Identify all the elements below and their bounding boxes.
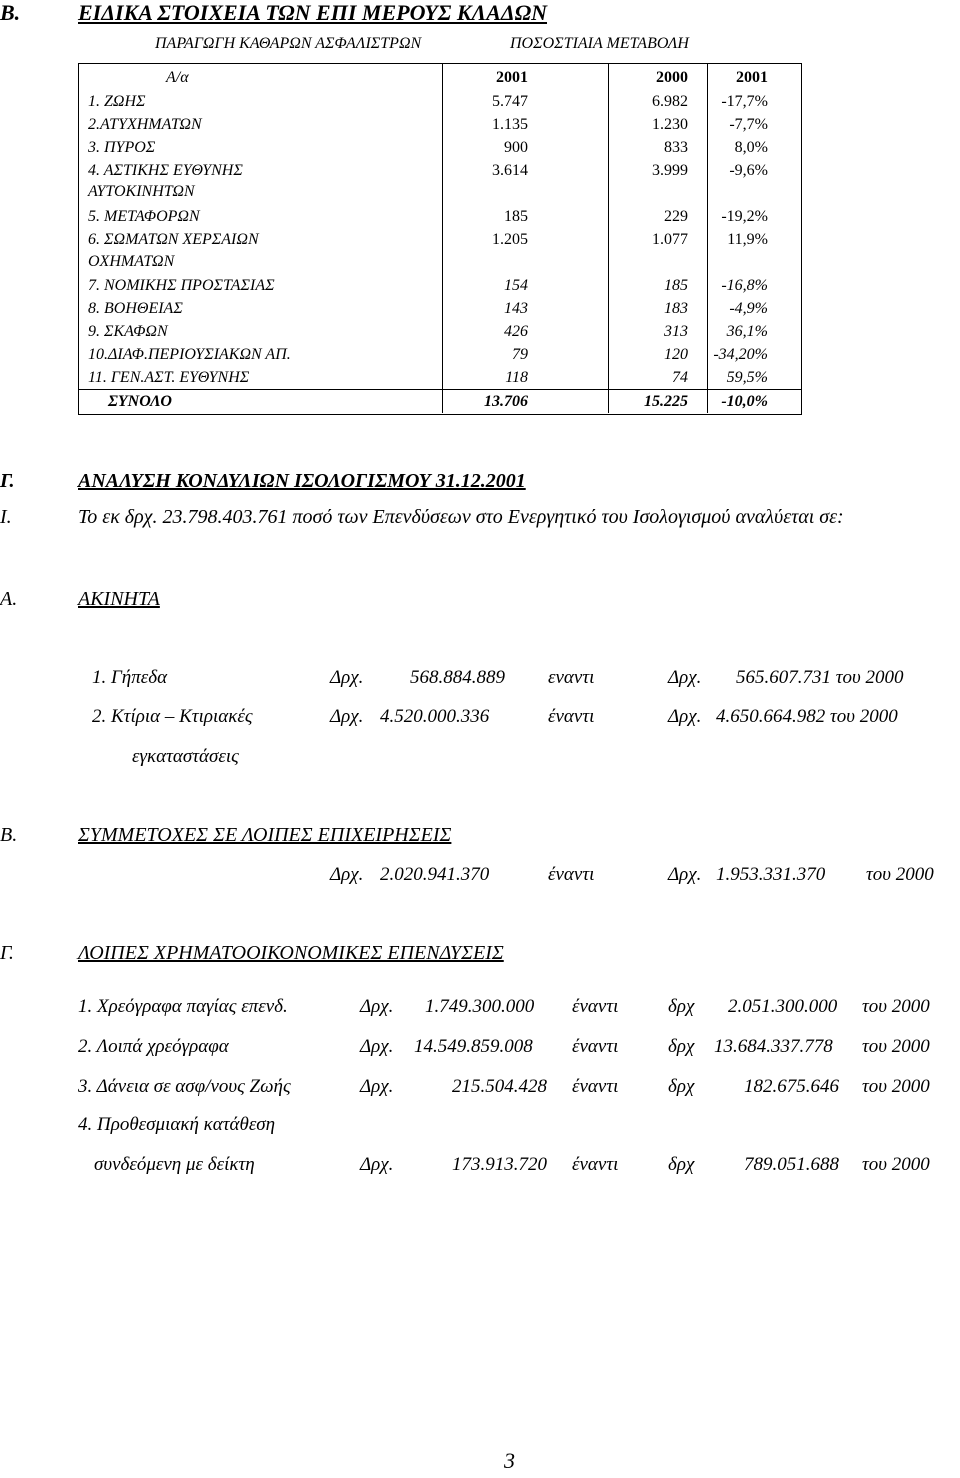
table-row-label: 9. ΣΚΑΦΩΝ: [88, 323, 168, 340]
table-cell-change: 59,5%: [726, 369, 768, 386]
list-item-label: 1. Χρεόγραφα παγίας επενδ.: [78, 996, 288, 1017]
table-cell-2000: 74: [672, 369, 688, 386]
section-v-letter: Β.: [0, 824, 18, 846]
list-item-currency-prev: δρχ: [668, 996, 695, 1017]
list-item-amount: 568.884.889: [410, 667, 505, 688]
list-item-amount-prev: 565.607.731 του 2000: [736, 667, 904, 688]
table-cell-change: -34,20%: [713, 346, 768, 363]
table-row-label: 10.ΔΙΑΦ.ΠΕΡΙΟΥΣΙΑΚΩΝ ΑΠ.: [88, 346, 291, 363]
table-cell-2001: 5.747: [492, 93, 528, 110]
list-item-label-cont: εγκαταστάσεις: [132, 746, 239, 767]
list-item-versus: έναντι: [572, 1076, 619, 1097]
list-item-amount-prev: 789.051.688: [744, 1154, 839, 1175]
list-item-currency-prev: Δρχ.: [668, 706, 702, 727]
table-total-label: ΣΥΝΟΛΟ: [108, 393, 172, 410]
list-item-label: 2. Λοιπά χρεόγραφα: [78, 1036, 229, 1057]
table-row-label: 5. ΜΕΤΑΦΟΡΩΝ: [88, 208, 200, 225]
premiums-header-left: ΠΑΡΑΓΩΓΗ ΚΑΘΑΡΩΝ ΑΣΦΑΛΙΣΤΡΩΝ: [155, 35, 422, 52]
list-item-currency: Δρχ.: [330, 667, 364, 688]
list-item-versus: έναντι: [572, 996, 619, 1017]
section-i-text: Το εκ δρχ. 23.798.403.761 ποσό των Επενδύσεων στο Ενεργητικό του Ισολογισμού αναλύεται σε:: [78, 506, 844, 528]
table-cell-2001: 900: [504, 139, 528, 156]
table-row-label: 3. ΠΥΡΟΣ: [88, 139, 156, 156]
line-versus: έναντι: [548, 864, 595, 885]
table-cell-change: 8,0%: [734, 139, 768, 156]
line-amount-prev: 1.953.331.370: [716, 864, 826, 885]
table-row-label: 4. ΑΣΤΙΚΗΣ ΕΥΘΥΝΗΣ: [88, 162, 243, 179]
list-item-amount: 173.913.720: [452, 1154, 547, 1175]
list-item-currency-prev: δρχ: [668, 1076, 695, 1097]
table-total-2000: 15.225: [644, 393, 688, 410]
table-cell-2000: 6.982: [652, 93, 688, 110]
list-item-amount-prev: 182.675.646: [744, 1076, 839, 1097]
list-item-versus: εναντι: [548, 667, 595, 688]
list-item-amount: 1.749.300.000: [425, 996, 535, 1017]
list-item-label: 4. Προθεσμιακή κατάθεση: [78, 1114, 276, 1135]
table-cell-2000: 185: [664, 277, 688, 294]
table-cell-2001: 1.135: [492, 116, 528, 133]
line-amount: 2.020.941.370: [380, 864, 490, 885]
list-item-year: του 2000: [862, 996, 930, 1017]
table-cell-2000: 3.999: [652, 162, 688, 179]
table-row-label-cont: ΟΧΗΜΑΤΩΝ: [88, 253, 175, 270]
table-cell-2001: 3.614: [492, 162, 528, 179]
list-item-amount: 215.504.428: [452, 1076, 547, 1097]
list-item-versus: έναντι: [572, 1036, 619, 1057]
table-cell-2001: 118: [505, 369, 528, 386]
list-item-amount-prev: 4.650.664.982 του 2000: [716, 706, 898, 727]
col-header-change-2001: 2001: [736, 69, 768, 86]
list-item-currency-prev: δρχ: [668, 1036, 695, 1057]
table-cell-2001: 185: [504, 208, 528, 225]
line-year: του 2000: [866, 864, 934, 885]
table-row-label: 6. ΣΩΜΑΤΩΝ ΧΕΡΣΑΙΩΝ: [88, 231, 259, 248]
table-cell-change: -17,7%: [721, 93, 768, 110]
col-header-2001: 2001: [496, 69, 528, 86]
list-item-currency: Δρχ.: [360, 996, 394, 1017]
table-hline: [78, 389, 802, 390]
table-cell-2001: 79: [512, 346, 528, 363]
table-cell-change: -4,9%: [729, 300, 768, 317]
table-cell-2000: 1.077: [652, 231, 688, 248]
table-cell-2000: 183: [664, 300, 688, 317]
section-c-letter: Γ.: [0, 470, 15, 492]
section-a-title: ΑΚΙΝΗΤΑ: [78, 588, 160, 610]
table-cell-2000: 229: [664, 208, 688, 225]
premiums-table: [78, 63, 802, 415]
table-cell-2000: 833: [664, 139, 688, 156]
table-cell-2001: 143: [504, 300, 528, 317]
table-cell-2000: 120: [664, 346, 688, 363]
col-header-2000: 2000: [656, 69, 688, 86]
list-item-label: 3. Δάνεια σε ασφ/νους Ζωής: [78, 1076, 291, 1097]
list-item-year: του 2000: [862, 1154, 930, 1175]
list-item-label: 1. Γήπεδα: [92, 667, 168, 688]
table-total-2001: 13.706: [484, 393, 528, 410]
list-item-currency: Δρχ.: [360, 1154, 394, 1175]
table-cell-change: -7,7%: [729, 116, 768, 133]
table-cell-change: -19,2%: [721, 208, 768, 225]
line-currency-prev: Δρχ.: [668, 864, 702, 885]
section-i-letter: Ι.: [0, 506, 12, 528]
section-v-title: ΣΥΜΜΕΤΟΧΕΣ ΣΕ ΛΟΙΠΕΣ ΕΠΙΧΕΙΡΗΣΕΙΣ: [78, 824, 452, 846]
list-item-amount-prev: 2.051.300.000: [728, 996, 838, 1017]
list-item-year: του 2000: [862, 1076, 930, 1097]
list-item-versus: έναντι: [548, 706, 595, 727]
section-g2-title: ΛΟΙΠΕΣ ΧΡΗΜΑΤΟΟΙΚΟΝΟΜΙΚΕΣ ΕΠΕΝΔΥΣΕΙΣ: [78, 942, 504, 964]
section-b-title: ΕΙΔΙΚΑ ΣΤΟΙΧΕΙΑ ΤΩΝ ΕΠΙ ΜΕΡΟΥΣ ΚΛΑΔΩΝ: [78, 0, 548, 25]
page-number: 3: [504, 1448, 515, 1473]
table-cell-change: 36,1%: [726, 323, 768, 340]
list-item-currency: Δρχ.: [330, 706, 364, 727]
table-cell-2000: 313: [664, 323, 688, 340]
list-item-versus: έναντι: [572, 1154, 619, 1175]
table-cell-2001: 426: [504, 323, 528, 340]
list-item-amount: 4.520.000.336: [380, 706, 490, 727]
table-cell-2001: 1.205: [492, 231, 528, 248]
table-cell-2001: 154: [504, 277, 528, 294]
list-item-currency: Δρχ.: [360, 1036, 394, 1057]
table-cell-change: -9,6%: [729, 162, 768, 179]
list-item-amount: 14.549.859.008: [414, 1036, 533, 1057]
line-currency: Δρχ.: [330, 864, 364, 885]
section-g2-letter: Γ.: [0, 942, 14, 964]
section-c-title: ΑΝΑΛΥΣΗ ΚΟΝΔΥΛΙΩΝ ΙΣΟΛΟΓΙΣΜΟΥ 31.12.2001: [78, 470, 526, 492]
premiums-header-right: ΠΟΣΟΣΤΙΑΙΑ ΜΕΤΑΒΟΛΗ: [510, 35, 689, 52]
list-item-currency: Δρχ.: [360, 1076, 394, 1097]
list-item-label: 2. Κτίρια – Κτιριακές: [92, 706, 253, 727]
list-item-amount-prev: 13.684.337.778: [714, 1036, 833, 1057]
section-b-letter: Β.: [0, 0, 21, 25]
table-cell-change: 11,9%: [727, 231, 768, 248]
list-item-year: του 2000: [862, 1036, 930, 1057]
table-row-label: 11. ΓΕΝ.ΑΣΤ. ΕΥΘΥΝΗΣ: [88, 369, 250, 386]
table-row-label: 2.ΑΤΥΧΗΜΑΤΩΝ: [88, 116, 202, 133]
list-item-currency-prev: Δρχ.: [668, 667, 702, 688]
table-total-change: -10,0%: [721, 393, 768, 410]
list-item-currency-prev: δρχ: [668, 1154, 695, 1175]
list-item-label-cont: συνδεόμενη με δείκτη: [94, 1154, 255, 1175]
table-row-label: 7. ΝΟΜΙΚΗΣ ΠΡΟΣΤΑΣΙΑΣ: [88, 277, 275, 294]
table-row-label-cont: ΑΥΤΟΚΙΝΗΤΩΝ: [88, 183, 195, 200]
section-a-letter: Α.: [0, 588, 18, 610]
table-cell-change: -16,8%: [721, 277, 768, 294]
table-cell-2000: 1.230: [652, 116, 688, 133]
col-header-label: Α/α: [166, 69, 189, 86]
table-row-label: 8. ΒΟΗΘΕΙΑΣ: [88, 300, 183, 317]
table-row-label: 1. ΖΩΗΣ: [88, 93, 146, 110]
